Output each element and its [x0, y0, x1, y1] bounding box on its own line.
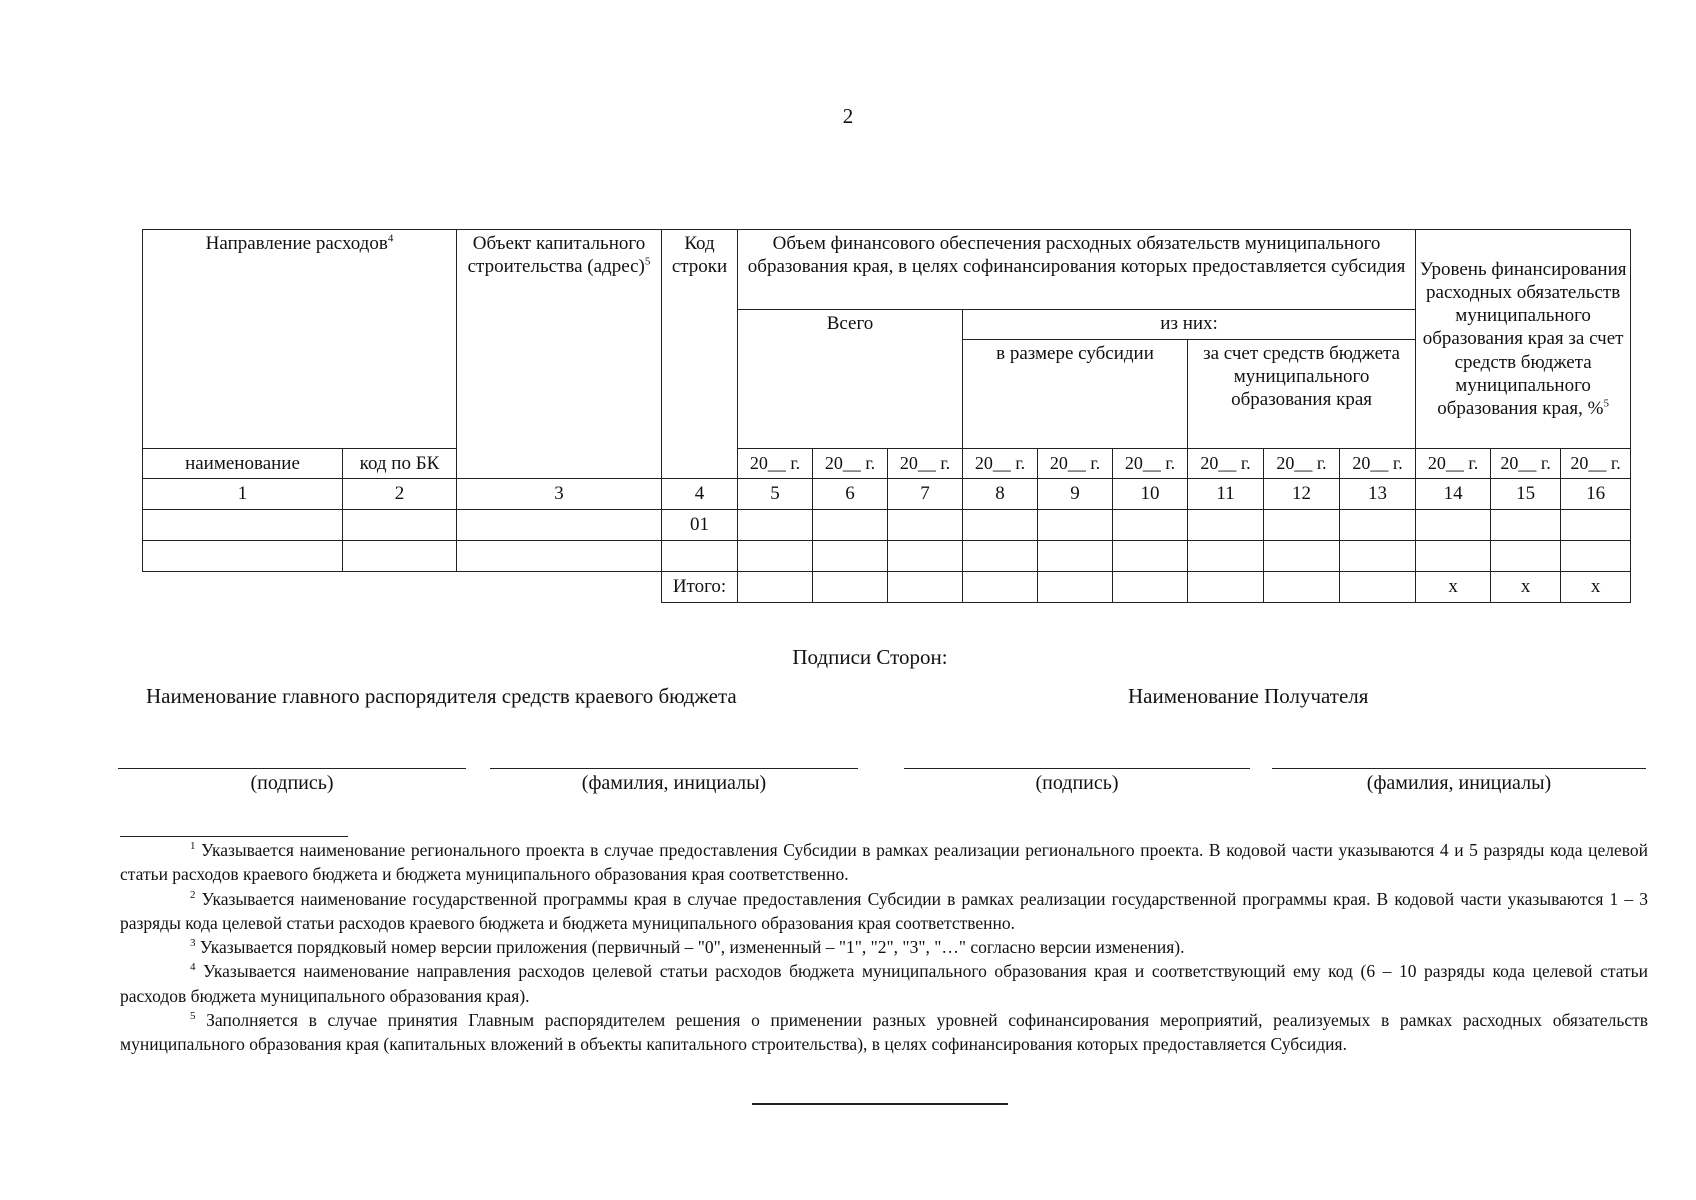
col-number: 12 [1264, 479, 1340, 510]
table-cell [738, 510, 813, 541]
col-number: 1 [143, 479, 343, 510]
year-cell: 20__ г. [1264, 449, 1340, 479]
footnote: $^5$ Заполняется в случае принятия Главным распорядителем решения о применении разных уровней софинансирования мероприятий, реализуемых в рамках расходных обязательств муниципального образования края (капитальных вложений в объекты капитального строительства), в целях софинансирования которых предоставляется Субсидия. [120, 1010, 1648, 1055]
table-cell [1561, 541, 1631, 572]
col-number: 10 [1113, 479, 1188, 510]
year-cell: 20__ г. [963, 449, 1038, 479]
year-cell: 20__ г. [1491, 449, 1561, 479]
table-row [143, 510, 1631, 541]
signatures-title: Подписи Сторон: [792, 645, 948, 669]
table-cell [963, 510, 1038, 541]
year-cell: 20__ г. [888, 449, 963, 479]
header-bk-code: код по БК [343, 449, 457, 479]
col-number: 14 [1416, 479, 1491, 510]
table-cell [813, 572, 888, 603]
col-number: 9 [1038, 479, 1113, 510]
col-number: 11 [1188, 479, 1264, 510]
header-level: Уровень финансирования расходных обязательств муниципального образования края за счет средств бюджета муниципального образования края, %$^5$ [1416, 230, 1631, 449]
name-line-left [490, 768, 858, 769]
header-municipal: за счет средств бюджета муниципального образования края [1188, 340, 1416, 449]
col-number: 15 [1491, 479, 1561, 510]
header-direction: Направление расходов$^4$ [143, 230, 457, 449]
table-cell [343, 541, 457, 572]
year-cell: 20__ г. [813, 449, 888, 479]
table-cell [457, 510, 662, 541]
right-party-name: Наименование Получателя [1128, 684, 1369, 708]
table-cell [963, 572, 1038, 603]
table-cell [813, 510, 888, 541]
table-cell [888, 541, 963, 572]
empty-space [343, 572, 457, 603]
table-cell [143, 510, 343, 541]
table-cell [738, 541, 813, 572]
signature-caption-right: (подпись) [1035, 772, 1119, 794]
column-number-row [143, 479, 1631, 510]
financing-table [142, 229, 1631, 603]
table-cell [1113, 541, 1188, 572]
footnote: $^1$ Указывается наименование регионального проекта в случае предоставления Субсидии в рамках реализации регионального проекта. В кодовой части указываются 4 и 5 разряды кода целевой статьи расходов краевого бюджета и бюджета муниципального образования края соответственно. [120, 840, 1649, 885]
table-cell [1188, 541, 1264, 572]
table-cell [1113, 510, 1188, 541]
table-cell [1264, 510, 1340, 541]
footnotes [120, 838, 1648, 1057]
total-label: Итого: [662, 572, 738, 603]
name-caption-right: (фамилия, инициалы) [1366, 772, 1552, 794]
header-row-1 [143, 230, 1631, 310]
table-cell [1264, 572, 1340, 603]
table-cell [888, 510, 963, 541]
table-cell [1416, 510, 1491, 541]
table-cell [143, 541, 343, 572]
year-cell: 20__ г. [1561, 449, 1631, 479]
table-cell [1038, 541, 1113, 572]
end-line [752, 1103, 1008, 1105]
left-party-name: Наименование главного распорядителя средств краевого бюджета [146, 684, 737, 708]
table-cell [963, 541, 1038, 572]
table-cell [1340, 541, 1416, 572]
year-cell: 20__ г. [1340, 449, 1416, 479]
col-number: 8 [963, 479, 1038, 510]
col-number: 13 [1340, 479, 1416, 510]
table-cell [1264, 541, 1340, 572]
table-cell [1113, 572, 1188, 603]
col-number: 7 [888, 479, 963, 510]
header-row-4 [143, 449, 1631, 479]
table-cell [1188, 572, 1264, 603]
table-cell [662, 541, 738, 572]
footnote: $^3$ Указывается порядковый номер версии приложения (первичный – "0", измененный – "1", "2", "3", "…" согласно версии изменения). [190, 937, 1185, 958]
table-cell [343, 510, 457, 541]
table-cell [1491, 541, 1561, 572]
header-of-them: из них: [963, 310, 1416, 340]
name-line-right [1272, 768, 1646, 769]
col-number: 5 [738, 479, 813, 510]
signature-line-right [904, 768, 1250, 769]
year-cell: 20__ г. [1188, 449, 1264, 479]
row-code: 01 [662, 510, 738, 541]
table-cell [1416, 541, 1491, 572]
footnote: $^2$ Указывается наименование государственной программы края в случае предоставления Субсидии в рамках реализации государственной программы края. В кодовой части указываются 1 – 3 разряды кода целевой статьи расходов краевого бюджета и бюджета муниципального образования края соответственно. [120, 888, 1648, 933]
year-cell: 20__ г. [1416, 449, 1491, 479]
total-x-mark: x [1561, 572, 1631, 603]
header-volume: Объем финансового обеспечения расходных обязательств муниципального образования края, в целях софинансирования которых предоставляется субсидия [738, 230, 1416, 310]
name-caption-left: (фамилия, инициалы) [581, 772, 767, 794]
empty-space [143, 572, 343, 603]
col-number: 3 [457, 479, 662, 510]
table-cell [738, 572, 813, 603]
header-object: Объект капитального строительства (адрес)$^5$ [457, 230, 662, 479]
table-row [143, 541, 1631, 572]
year-cell: 20__ г. [1113, 449, 1188, 479]
header-name: наименование [143, 449, 343, 479]
year-cell: 20__ г. [1038, 449, 1113, 479]
total-row [143, 572, 1631, 603]
table-cell [888, 572, 963, 603]
table-cell [1038, 572, 1113, 603]
signature-caption-left: (подпись) [250, 772, 334, 794]
col-number: 4 [662, 479, 738, 510]
col-number: 2 [343, 479, 457, 510]
col-number: 6 [813, 479, 888, 510]
total-x-mark: x [1491, 572, 1561, 603]
footnote-separator [120, 836, 348, 837]
empty-space [457, 572, 662, 603]
header-total: Всего [738, 310, 963, 449]
table-cell [1491, 510, 1561, 541]
table-cell [1038, 510, 1113, 541]
total-x-mark: x [1416, 572, 1491, 603]
year-cell: 20__ г. [738, 449, 813, 479]
table-cell [1188, 510, 1264, 541]
table-cell [1340, 510, 1416, 541]
table-cell [813, 541, 888, 572]
table-cell [1561, 510, 1631, 541]
header-subsidy: в размере субсидии [963, 340, 1188, 449]
signature-line-left [118, 768, 466, 769]
col-number: 16 [1561, 479, 1631, 510]
footnote: $^4$ Указывается наименование направления расходов целевой статьи расходов бюджета муниципального образования края и соответствующий ему код (6 – 10 разряды кода целевой статьи расходов бюджета муниципального образования края). [120, 961, 1649, 1006]
table-cell [1340, 572, 1416, 603]
header-line-code: Код строки [662, 230, 738, 479]
page-number: 2 [842, 104, 854, 128]
table-cell [457, 541, 662, 572]
